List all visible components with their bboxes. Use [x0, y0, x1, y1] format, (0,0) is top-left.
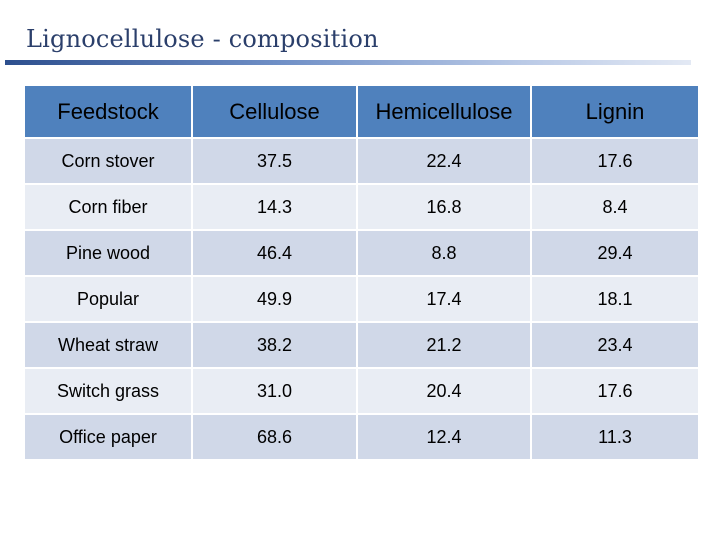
- lignin-cell: 11.3: [531, 414, 699, 460]
- feedstock-cell: Popular: [24, 276, 192, 322]
- feedstock-cell: Corn fiber: [24, 184, 192, 230]
- hemicellulose-cell: 12.4: [357, 414, 531, 460]
- lignin-cell: 17.6: [531, 138, 699, 184]
- table-row: [24, 138, 699, 184]
- column-header-lignin: Lignin: [531, 85, 699, 138]
- cellulose-cell: 14.3: [192, 184, 357, 230]
- hemicellulose-cell: 20.4: [357, 368, 531, 414]
- cellulose-cell: 31.0: [192, 368, 357, 414]
- hemicellulose-cell: 16.8: [357, 184, 531, 230]
- table-row: [24, 184, 699, 230]
- lignin-cell: 17.6: [531, 368, 699, 414]
- feedstock-cell: Wheat straw: [24, 322, 192, 368]
- column-header-feedstock: Feedstock: [24, 85, 192, 138]
- slide-title: Lignocellulose - composition: [26, 25, 379, 53]
- table-row: [24, 276, 699, 322]
- column-header-hemicellulose: Hemicellulose: [357, 85, 531, 138]
- hemicellulose-cell: 21.2: [357, 322, 531, 368]
- cellulose-cell: 38.2: [192, 322, 357, 368]
- lignin-cell: 29.4: [531, 230, 699, 276]
- hemicellulose-cell: 17.4: [357, 276, 531, 322]
- table-row: [24, 414, 699, 460]
- table-header-row: [24, 85, 699, 138]
- lignin-cell: 18.1: [531, 276, 699, 322]
- table-row: [24, 368, 699, 414]
- title-underline: [5, 60, 691, 65]
- table-row: [24, 230, 699, 276]
- hemicellulose-cell: 22.4: [357, 138, 531, 184]
- cellulose-cell: 68.6: [192, 414, 357, 460]
- hemicellulose-cell: 8.8: [357, 230, 531, 276]
- cellulose-cell: 49.9: [192, 276, 357, 322]
- feedstock-cell: Switch grass: [24, 368, 192, 414]
- lignin-cell: 8.4: [531, 184, 699, 230]
- table-row: [24, 322, 699, 368]
- lignin-cell: 23.4: [531, 322, 699, 368]
- cellulose-cell: 46.4: [192, 230, 357, 276]
- column-header-cellulose: Cellulose: [192, 85, 357, 138]
- composition-table-container: [23, 84, 698, 461]
- feedstock-cell: Corn stover: [24, 138, 192, 184]
- feedstock-cell: Pine wood: [24, 230, 192, 276]
- cellulose-cell: 37.5: [192, 138, 357, 184]
- feedstock-cell: Office paper: [24, 414, 192, 460]
- composition-table: [23, 84, 700, 461]
